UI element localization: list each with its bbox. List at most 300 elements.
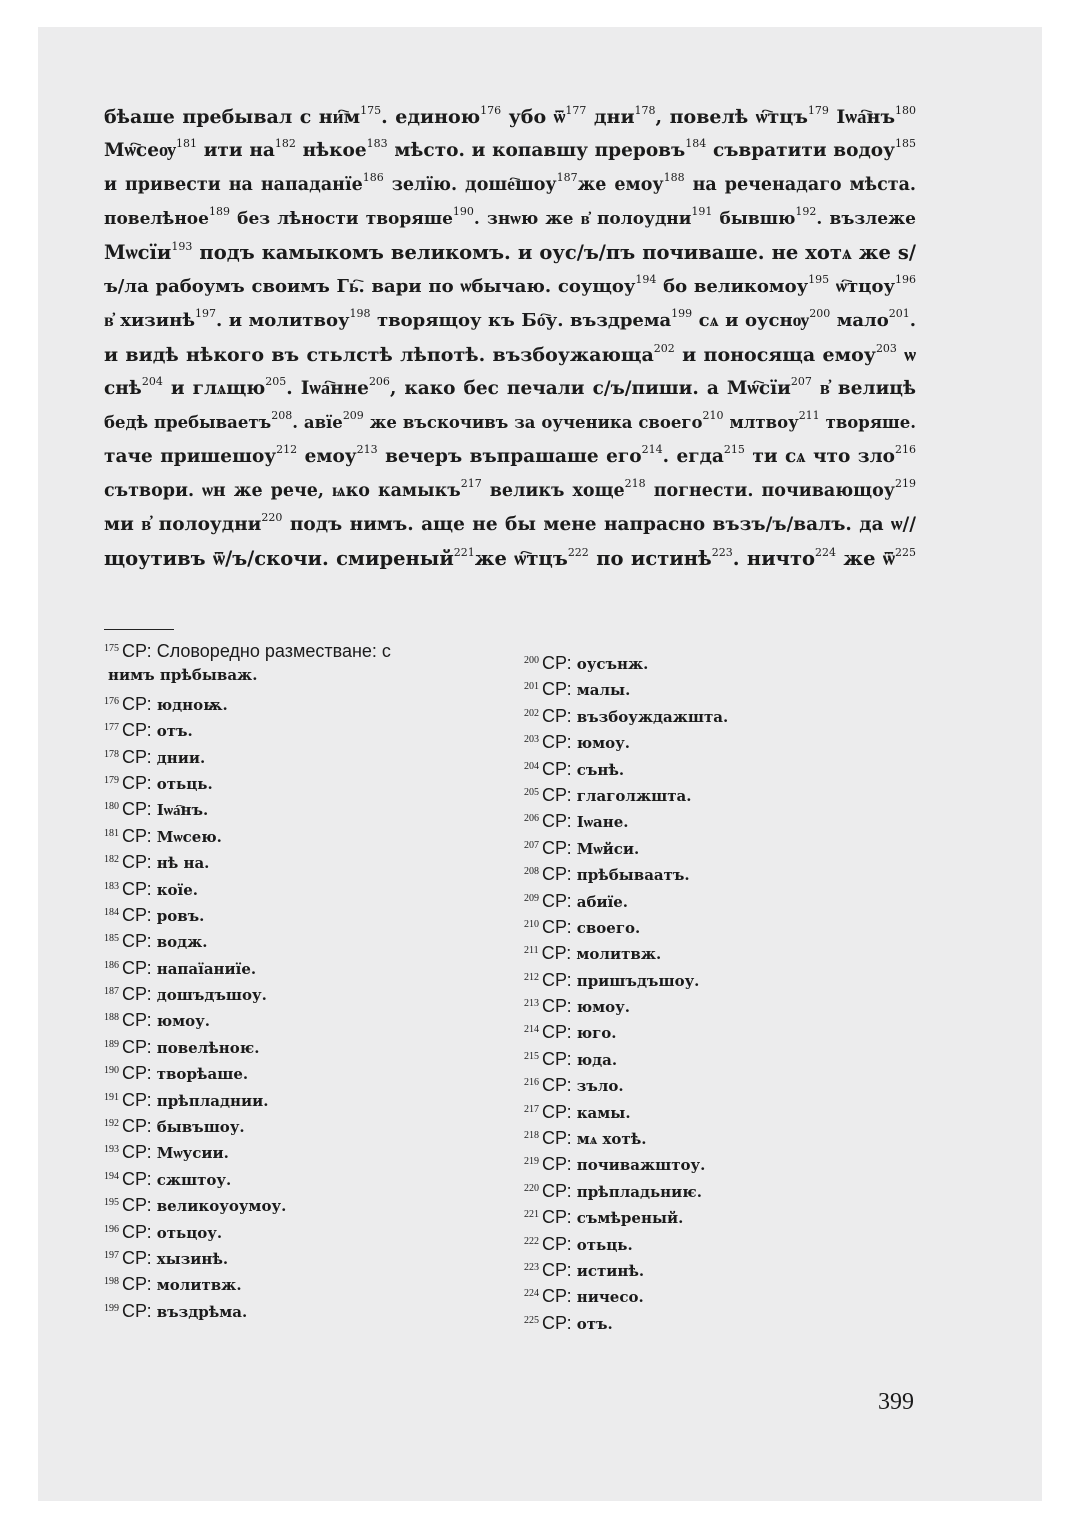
- text-run: съвратити водоу: [706, 140, 895, 161]
- footnote-number: 191: [104, 1091, 119, 1103]
- footnote-number: 201: [524, 681, 539, 693]
- footnote-ref[interactable]: 210: [702, 409, 724, 422]
- footnote-text: своего.: [576, 918, 641, 937]
- footnote-text: юмоу.: [576, 734, 630, 753]
- text-run: в҆ хизинѣ: [104, 310, 195, 331]
- text-run: щоутивъ ѿ/ъ/скочи. смиреный: [104, 547, 454, 570]
- footnote-item: [524, 780, 924, 806]
- footnote-number: 199: [104, 1302, 119, 1314]
- footnote-number: 182: [104, 854, 119, 866]
- footnote-separator: [104, 629, 174, 630]
- footnote-item: [524, 859, 924, 885]
- text-run: ѡ҇тцоу: [829, 276, 895, 297]
- footnote-ref[interactable]: 225: [894, 546, 916, 559]
- footnote-ref[interactable]: 203: [875, 342, 897, 355]
- footnote-ref[interactable]: 199: [671, 307, 693, 320]
- text-line: [104, 100, 916, 134]
- footnote-ref[interactable]: 224: [815, 546, 837, 559]
- footnote-item: [104, 953, 504, 979]
- footnote-ref[interactable]: 198: [349, 307, 371, 320]
- footnote-text: прѣпладнии.: [156, 1091, 269, 1110]
- text-run: ми в҆ полоудни: [104, 514, 262, 535]
- text-run: зелїю. доше҇шоу: [383, 175, 557, 195]
- text-run: бедѣ пребываетъ: [104, 413, 272, 432]
- footnote-source: СР:: [122, 1116, 152, 1137]
- footnote-text: глаголжшта.: [576, 786, 692, 805]
- footnote-number: 212: [524, 971, 539, 983]
- text-run: мѣсто. и копавшу преровъ: [387, 140, 686, 161]
- footnote-ref[interactable]: 180: [895, 104, 916, 117]
- footnote-source: СР:: [122, 931, 152, 952]
- text-run: без лѣности творяше: [229, 209, 453, 229]
- text-run: на реченадаго мѣста.: [684, 175, 916, 195]
- footnote-ref[interactable]: 215: [723, 443, 745, 456]
- footnote-item: [524, 674, 924, 700]
- footnote-number: 189: [104, 1038, 119, 1050]
- footnote-number: 216: [524, 1077, 539, 1089]
- footnote-ref[interactable]: 217: [460, 477, 482, 490]
- footnote-ref[interactable]: 214: [641, 443, 663, 456]
- footnote-number: 221: [524, 1209, 539, 1221]
- footnote-source: СР:: [542, 916, 572, 937]
- footnote-source: СР:: [122, 1247, 152, 1268]
- footnote-ref[interactable]: 185: [894, 137, 916, 150]
- footnote-text: юмоу.: [156, 1012, 210, 1031]
- footnote-ref[interactable]: 183: [366, 137, 388, 150]
- footnote-number: 209: [524, 892, 539, 904]
- footnote-ref[interactable]: 223: [711, 546, 733, 559]
- footnote-ref[interactable]: 207: [790, 375, 812, 388]
- footnote-source: СР:: [542, 1101, 572, 1122]
- text-run: великъ хоще: [481, 481, 625, 501]
- footnote-source: СР:: [542, 969, 572, 990]
- footnote-source: СР:: [122, 1010, 152, 1031]
- footnote-source: СР:: [542, 1207, 572, 1228]
- footnote-text: зъло.: [576, 1077, 624, 1096]
- footnotes-left-column: [104, 636, 504, 1322]
- footnote-source: СР:: [541, 943, 572, 964]
- footnote-source: СР:: [122, 641, 152, 661]
- footnote-ref[interactable]: 212: [276, 443, 298, 456]
- text-run: , повелѣ ѡ҇тцъ: [655, 106, 808, 128]
- footnote-number: 184: [104, 906, 119, 918]
- footnote-text: коїе.: [156, 880, 199, 899]
- footnote-number: 207: [524, 839, 539, 851]
- footnote-source: СР:: [542, 864, 572, 885]
- footnote-ref[interactable]: 222: [567, 546, 589, 559]
- footnote-number: 208: [524, 866, 539, 878]
- footnote-source: СР:: [542, 1312, 572, 1333]
- text-run: и видѣ нѣкого въ стьлстѣ лѣпотѣ. възбоужающа: [104, 344, 654, 366]
- footnote-ref[interactable]: 186: [362, 171, 384, 184]
- footnote-source: СР:: [542, 758, 572, 779]
- footnote-text: възбоуждажшта.: [576, 707, 729, 726]
- footnote-number: 194: [104, 1170, 119, 1182]
- text-line: [104, 134, 916, 168]
- text-run: сѧ и оуснѹ: [692, 310, 810, 331]
- footnote-text: отьць.: [576, 1235, 633, 1254]
- footnote-source: СР:: [122, 1274, 152, 1295]
- footnote-source: СР:: [542, 679, 572, 700]
- text-run: сътвори. ѡн же рече, ѩко камыкъ: [104, 481, 461, 501]
- footnote-number: 178: [104, 748, 119, 760]
- footnote-text: великоуоумоу.: [156, 1197, 287, 1216]
- footnote-text: нимъ прѣбываж.: [108, 666, 258, 685]
- footnote-item: [524, 727, 924, 753]
- text-run: таче пришешоу: [104, 446, 277, 467]
- footnote-text: водж.: [156, 933, 208, 952]
- footnote-item: [104, 715, 504, 741]
- footnote-number: 203: [524, 734, 539, 746]
- footnote-source: СР:: [122, 799, 152, 820]
- footnote-item: [104, 689, 504, 715]
- footnote-number: 190: [104, 1065, 119, 1077]
- text-run: по истинѣ: [588, 547, 712, 570]
- text-run: бывшю: [712, 209, 796, 229]
- footnote-number: 200: [524, 655, 539, 666]
- footnote-number: 217: [524, 1103, 539, 1115]
- text-run: . Ιѡа҇нне: [286, 378, 369, 399]
- footnote-text: бывъшоу.: [156, 1118, 245, 1137]
- text-run: бѣаше пребывал с ни҇м: [104, 106, 361, 128]
- footnote-source: СР:: [542, 1048, 572, 1069]
- footnote-ref[interactable]: 184: [685, 137, 707, 150]
- footnote-number: 180: [104, 801, 119, 813]
- footnote-text: Словоредно разместване: с: [156, 641, 391, 661]
- footnote-number: 222: [524, 1235, 539, 1247]
- footnote-item: [104, 1005, 504, 1031]
- footnote-source: СР:: [542, 811, 572, 832]
- footnote-item: [104, 1085, 504, 1111]
- footnote-source: СР:: [122, 746, 152, 767]
- footnote-source: СР:: [542, 1022, 572, 1043]
- footnote-item: [524, 806, 924, 832]
- text-run: снѣ: [104, 378, 142, 399]
- text-run: . възлеже: [816, 209, 916, 229]
- footnote-text: юго.: [576, 1024, 617, 1043]
- footnote-source: СР:: [542, 1180, 572, 1201]
- footnote-text: абиїе.: [576, 892, 629, 911]
- text-run: нѣкое: [295, 140, 367, 161]
- footnote-item: [104, 768, 504, 794]
- footnote-source: СР:: [122, 825, 152, 846]
- footnote-ref[interactable]: 213: [356, 443, 378, 456]
- footnote-text: Мѡйси.: [576, 839, 640, 858]
- text-run: в҆ велицѣ: [811, 378, 916, 399]
- footnote-item: [104, 1269, 504, 1295]
- footnote-text: юдноѭ.: [156, 695, 228, 714]
- footnote-source: СР:: [542, 890, 572, 911]
- footnote-ref[interactable]: 190: [452, 205, 474, 218]
- footnote-source: СР:: [542, 1233, 572, 1254]
- footnote-ref[interactable]: 179: [807, 104, 829, 117]
- footnote-text: малы.: [576, 681, 631, 700]
- footnote-ref[interactable]: 202: [653, 342, 675, 355]
- text-run: и поносяща емоу: [674, 344, 876, 366]
- footnote-text: юмоу.: [576, 998, 630, 1017]
- footnote-source: СР:: [122, 878, 152, 899]
- footnote-text: сжштоу.: [156, 1170, 232, 1189]
- footnote-number: 215: [524, 1050, 539, 1062]
- footnote-source: СР:: [122, 1168, 152, 1189]
- footnote-item: [524, 754, 924, 780]
- footnote-text: хызинѣ.: [156, 1249, 229, 1268]
- footnote-item: [524, 1017, 924, 1043]
- footnote-number: 224: [524, 1288, 539, 1300]
- text-run: и глѧщю: [162, 378, 266, 399]
- text-line: [104, 270, 916, 304]
- text-run: . знѡю же в҆ полоудни: [473, 209, 692, 229]
- footnote-source: СР:: [542, 705, 572, 726]
- main-text-block: [104, 100, 916, 576]
- footnote-number: 198: [104, 1276, 119, 1288]
- footnote-item: [524, 1070, 924, 1096]
- footnote-source: СР:: [122, 957, 152, 978]
- footnote-item: [524, 1044, 924, 1070]
- footnote-text: отъ.: [576, 1314, 613, 1333]
- footnote-number: 186: [104, 959, 119, 971]
- footnote-number: 176: [104, 695, 119, 707]
- footnote-item: [524, 1123, 924, 1149]
- text-run: и привести на нападанїе: [104, 175, 363, 195]
- footnote-ref[interactable]: 191: [691, 205, 713, 218]
- text-run: убо ѿ: [501, 106, 566, 128]
- footnote-number: 175: [104, 643, 119, 654]
- text-run: . и молитвоу: [215, 310, 350, 331]
- footnote-text: почиважштоу.: [576, 1156, 706, 1175]
- footnote-item: [104, 874, 504, 900]
- footnote-ref[interactable]: 204: [141, 375, 163, 388]
- footnote-ref[interactable]: 194: [635, 273, 657, 286]
- text-run: же ѿ: [836, 547, 895, 570]
- footnote-number: 195: [104, 1197, 119, 1209]
- text-line: [104, 508, 916, 542]
- text-line: [104, 372, 916, 406]
- text-run: ти сѧ что зло: [744, 446, 895, 467]
- footnote-source: СР:: [542, 1286, 572, 1307]
- footnote-source: СР:: [542, 1075, 572, 1096]
- footnote-text: съмѣреный.: [576, 1209, 684, 1228]
- text-run: мало: [830, 310, 889, 331]
- footnote-item: [524, 886, 924, 912]
- footnote-ref[interactable]: 188: [663, 171, 685, 184]
- footnote-text: повелѣноѥ.: [156, 1038, 260, 1057]
- footnote-item: [524, 991, 924, 1017]
- footnote-ref[interactable]: 192: [795, 205, 817, 218]
- footnote-text: пришъдъшоу.: [576, 971, 700, 990]
- footnote-source: СР:: [542, 653, 572, 673]
- footnote-source: СР:: [122, 1063, 152, 1084]
- footnote-ref[interactable]: 189: [208, 205, 230, 218]
- footnote-source: СР:: [122, 904, 152, 925]
- footnote-text: напаїаниїе.: [156, 959, 257, 978]
- text-run: творящоу къ Бо҇у. въздрема: [370, 310, 672, 331]
- text-run: , како бес печали с/ъ/пиши. а Мѡ҇сїи: [389, 378, 791, 399]
- footnote-item: [524, 1308, 924, 1334]
- footnote-text: ничесо.: [576, 1288, 644, 1307]
- footnote-text: сънѣ.: [576, 760, 625, 779]
- text-run: же ѡ҇тцъ: [474, 547, 568, 570]
- footnote-item: [104, 1296, 504, 1322]
- footnote-ref[interactable]: 193: [171, 240, 193, 253]
- text-run: млтвоу: [723, 413, 799, 432]
- footnote-source: СР:: [122, 1300, 152, 1321]
- footnote-item: [104, 1164, 504, 1190]
- text-run: бо великомоу: [656, 276, 809, 297]
- text-run: . ничто: [732, 547, 816, 570]
- text-run: же емоу: [577, 175, 664, 195]
- footnote-number: 211: [524, 945, 539, 957]
- footnote-item: [104, 979, 504, 1005]
- footnote-text: прѣбываатъ.: [576, 866, 690, 885]
- footnote-source: СР:: [542, 837, 572, 858]
- footnote-text: Мѡусии.: [156, 1144, 229, 1163]
- footnote-item: [104, 1137, 504, 1163]
- footnote-number: 214: [524, 1024, 539, 1036]
- footnote-source: СР:: [122, 1195, 152, 1216]
- footnote-ref[interactable]: 182: [274, 137, 296, 150]
- text-run: ити на: [196, 140, 275, 161]
- footnote-text: мѧ хотѣ.: [576, 1130, 647, 1149]
- footnote-ref[interactable]: 219: [895, 477, 916, 490]
- footnote-item: [104, 900, 504, 926]
- footnote-number: 218: [524, 1130, 539, 1142]
- footnote-number: 219: [524, 1156, 539, 1168]
- footnote-text: дошъдъшоу.: [156, 986, 267, 1005]
- footnote-text: ровъ.: [156, 906, 205, 925]
- footnote-ref[interactable]: 218: [624, 477, 646, 490]
- footnote-item: [524, 938, 924, 964]
- footnote-text: отьць.: [156, 774, 213, 793]
- footnote-item: [104, 1190, 504, 1216]
- footnote-number: 206: [524, 813, 539, 825]
- footnote-number: 193: [104, 1144, 119, 1156]
- footnote-item: [104, 847, 504, 873]
- footnote-source: СР:: [122, 1221, 152, 1242]
- footnote-number: 213: [524, 998, 539, 1010]
- footnote-ref[interactable]: 220: [261, 511, 283, 524]
- footnote-text: молитвж.: [576, 945, 662, 964]
- text-run: же въскочивъ за оученика своего: [363, 413, 703, 432]
- footnote-item: [524, 1255, 924, 1281]
- footnote-ref[interactable]: 211: [798, 409, 820, 422]
- footnote-text: нѣ на.: [156, 854, 210, 873]
- footnote-ref[interactable]: 176: [480, 104, 502, 117]
- footnote-item: [524, 1149, 924, 1175]
- footnote-item: [104, 821, 504, 847]
- footnote-ref[interactable]: 206: [368, 375, 390, 388]
- footnote-ref[interactable]: 177: [565, 104, 587, 117]
- footnote-item: [524, 701, 924, 727]
- footnote-number: 225: [524, 1314, 539, 1326]
- footnote-number: 187: [104, 986, 119, 998]
- footnote-item: [104, 662, 504, 688]
- footnote-text: молитвж.: [156, 1276, 242, 1295]
- text-run: творяше.: [819, 413, 916, 432]
- footnote-source: СР:: [122, 693, 152, 714]
- text-run: ѡ: [896, 344, 916, 366]
- text-run: подъ нимъ. аще не бы мене напрасно възъ/ъ/валъ. да ѡ//: [282, 514, 916, 535]
- text-run: . егда: [662, 446, 724, 467]
- footnote-ref[interactable]: 221: [453, 546, 475, 559]
- footnote-ref[interactable]: 175: [360, 104, 382, 117]
- text-run: вечеръ въпрашаше его: [377, 446, 642, 467]
- footnote-number: 177: [104, 722, 119, 734]
- text-run: Мѡ҇сеѹ: [104, 140, 176, 161]
- footnote-number: 188: [104, 1012, 119, 1024]
- footnote-text: отъ.: [156, 722, 193, 741]
- footnote-item: [524, 648, 924, 674]
- footnote-number: 181: [104, 827, 119, 839]
- footnote-text: Іѡане.: [576, 813, 629, 832]
- text-line: [104, 474, 916, 508]
- footnote-ref[interactable]: 200: [809, 307, 831, 320]
- footnote-number: 205: [524, 786, 539, 798]
- footnote-ref[interactable]: 195: [808, 273, 830, 286]
- footnote-source: СР:: [122, 1089, 152, 1110]
- footnote-text: прѣпладьниѥ.: [576, 1182, 702, 1201]
- footnote-number: 210: [524, 918, 539, 930]
- footnote-text: камы.: [576, 1103, 631, 1122]
- footnote-source: СР:: [122, 984, 152, 1005]
- footnote-number: 183: [104, 880, 119, 892]
- footnote-ref[interactable]: 181: [175, 137, 197, 150]
- footnote-text: Іѡа҇нъ.: [156, 801, 209, 820]
- footnote-item: [104, 1032, 504, 1058]
- footnote-number: 223: [524, 1261, 539, 1273]
- footnote-ref[interactable]: 216: [895, 443, 916, 456]
- footnote-item: [104, 636, 504, 662]
- footnote-source: СР:: [122, 1036, 152, 1057]
- footnote-number: 204: [524, 760, 539, 772]
- footnote-item: [524, 1097, 924, 1123]
- footnote-item: [524, 912, 924, 938]
- footnote-ref[interactable]: 187: [556, 171, 578, 184]
- footnote-source: СР:: [122, 852, 152, 873]
- footnote-ref[interactable]: 201: [888, 307, 910, 320]
- footnote-text: отьцоу.: [156, 1223, 223, 1242]
- footnote-ref[interactable]: 197: [194, 307, 216, 320]
- footnote-ref[interactable]: 196: [895, 273, 916, 286]
- footnote-number: 220: [524, 1182, 539, 1194]
- footnotes-right-column: [524, 648, 924, 1334]
- text-line: [104, 440, 916, 474]
- text-run: Ιѡа҇нъ: [828, 106, 896, 128]
- footnote-source: СР:: [542, 1259, 572, 1280]
- footnote-item: [524, 1229, 924, 1255]
- text-run: ъ/ла рабоумъ своимъ Гь҇. вари по ѡбычаю. соущоу: [104, 276, 636, 297]
- footnote-item: [104, 926, 504, 952]
- footnote-number: 202: [524, 707, 539, 719]
- footnote-source: СР:: [542, 1154, 572, 1175]
- text-line: [104, 542, 916, 576]
- text-run: повелѣное: [104, 209, 209, 229]
- footnote-ref[interactable]: 178: [634, 104, 656, 117]
- footnote-ref[interactable]: 209: [342, 409, 364, 422]
- text-line: [104, 202, 916, 236]
- text-run: .: [909, 310, 916, 331]
- text-run: погнести. почивающоу: [645, 481, 895, 501]
- text-run: . авїе: [292, 413, 343, 432]
- footnote-ref[interactable]: 205: [265, 375, 287, 388]
- footnote-text: юда.: [576, 1050, 618, 1069]
- text-line: [104, 236, 916, 270]
- footnote-item: [524, 1202, 924, 1228]
- footnote-item: [524, 1281, 924, 1307]
- footnote-ref[interactable]: 208: [271, 409, 293, 422]
- text-run: Мѡсїи: [104, 241, 172, 264]
- footnote-source: СР:: [542, 784, 572, 805]
